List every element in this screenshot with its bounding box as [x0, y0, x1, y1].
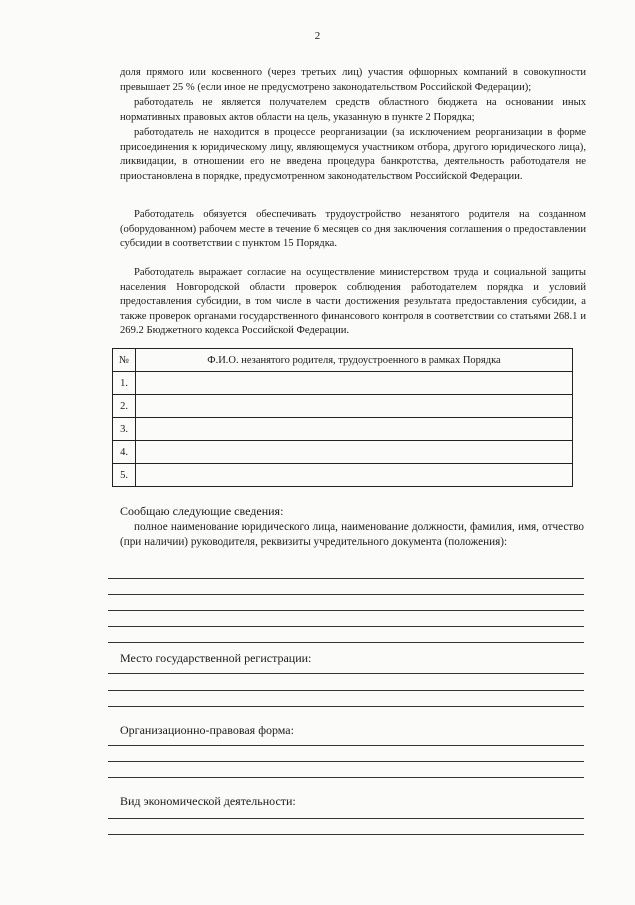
fill-line[interactable]: [108, 690, 584, 691]
row-name-cell[interactable]: [136, 395, 573, 418]
table-row: [113, 464, 573, 487]
row-name-cell[interactable]: [136, 418, 573, 441]
parents-table: [112, 348, 573, 487]
row-number: 2.: [113, 395, 136, 418]
fill-line[interactable]: [108, 818, 584, 819]
fill-line[interactable]: [108, 673, 584, 674]
fill-line[interactable]: [108, 706, 584, 707]
paragraph-not-reorganization: работодатель не находится в процессе реорганизации (за исключением реорганизации в форме присоединения к юридическому лицу, являющемуся участником отбора, другого юридического лица), ликвидации, в отношении его не введена процедура банкротства, деятельность работодателя не приостановлена в порядке, предусмотренном законодательством Российской Федерации.: [120, 127, 586, 182]
table-row: [113, 441, 573, 464]
fill-line[interactable]: [108, 761, 584, 762]
table-row: [113, 395, 573, 418]
row-number: 3.: [113, 418, 136, 441]
paragraph-offshore: доля прямого или косвенного (через третьих лиц) участия офшорных компаний в совокупности превышает 25 % (если иное не предусмотрено законодательством Российской Федерации);: [120, 67, 586, 93]
fill-line[interactable]: [108, 626, 584, 627]
page-number: 2: [314, 30, 321, 42]
row-number: 4.: [113, 441, 136, 464]
fill-line[interactable]: [108, 745, 584, 746]
fill-line[interactable]: [108, 594, 584, 595]
table-header-name: Ф.И.О. незанятого родителя, трудоустроенного в рамках Порядка: [136, 349, 573, 372]
fill-line[interactable]: [108, 610, 584, 611]
full-name-prompt: полное наименование юридического лица, наименование должности, фамилия, имя, отчество (при наличии) руководителя, реквизиты учредительного документа (положения):: [120, 521, 584, 549]
registration-label: Место государственной регистрации:: [120, 651, 312, 665]
row-number: 5.: [113, 464, 136, 487]
row-number: 1.: [113, 372, 136, 395]
form-intro: Сообщаю следующие сведения:: [120, 504, 284, 518]
fill-line[interactable]: [108, 578, 584, 579]
table-header-number: №: [113, 349, 136, 372]
paragraph-consent: Работодатель выражает согласие на осуществление министерством труда и социальной защиты населения Новгородской области проверок соблюдения работодателем порядка и условий предоставления субсидии, в том числе в части достижения результата предоставления субсидии, а также проверок органами государственного финансового контроля в соответствии со статьями 268.1 и 269.2 Бюджетного кодекса Российской Федерации.: [120, 267, 586, 337]
paragraph-not-recipient: работодатель не является получателем средств областного бюджета на основании иных нормативных правовых актов области на цель, указанную в пункте 2 Порядка;: [120, 97, 586, 123]
paragraph-employment-obligation: Работодатель обязуется обеспечивать трудоустройство незанятого родителя на созданном (оборудованном) рабочем месте в течение 6 месяцев со дня заключения соглашения о предоставлении субсидии в соответствии с пунктом 15 Порядка.: [120, 209, 586, 250]
row-name-cell[interactable]: [136, 464, 573, 487]
row-name-cell[interactable]: [136, 372, 573, 395]
fill-line[interactable]: [108, 642, 584, 643]
table-row: [113, 372, 573, 395]
activity-label: Вид экономической деятельности:: [120, 794, 296, 808]
fill-line[interactable]: [108, 777, 584, 778]
row-name-cell[interactable]: [136, 441, 573, 464]
table-header-row: [113, 349, 573, 372]
fill-line[interactable]: [108, 834, 584, 835]
table-row: [113, 418, 573, 441]
legal-form-label: Организационно-правовая форма:: [120, 723, 294, 737]
